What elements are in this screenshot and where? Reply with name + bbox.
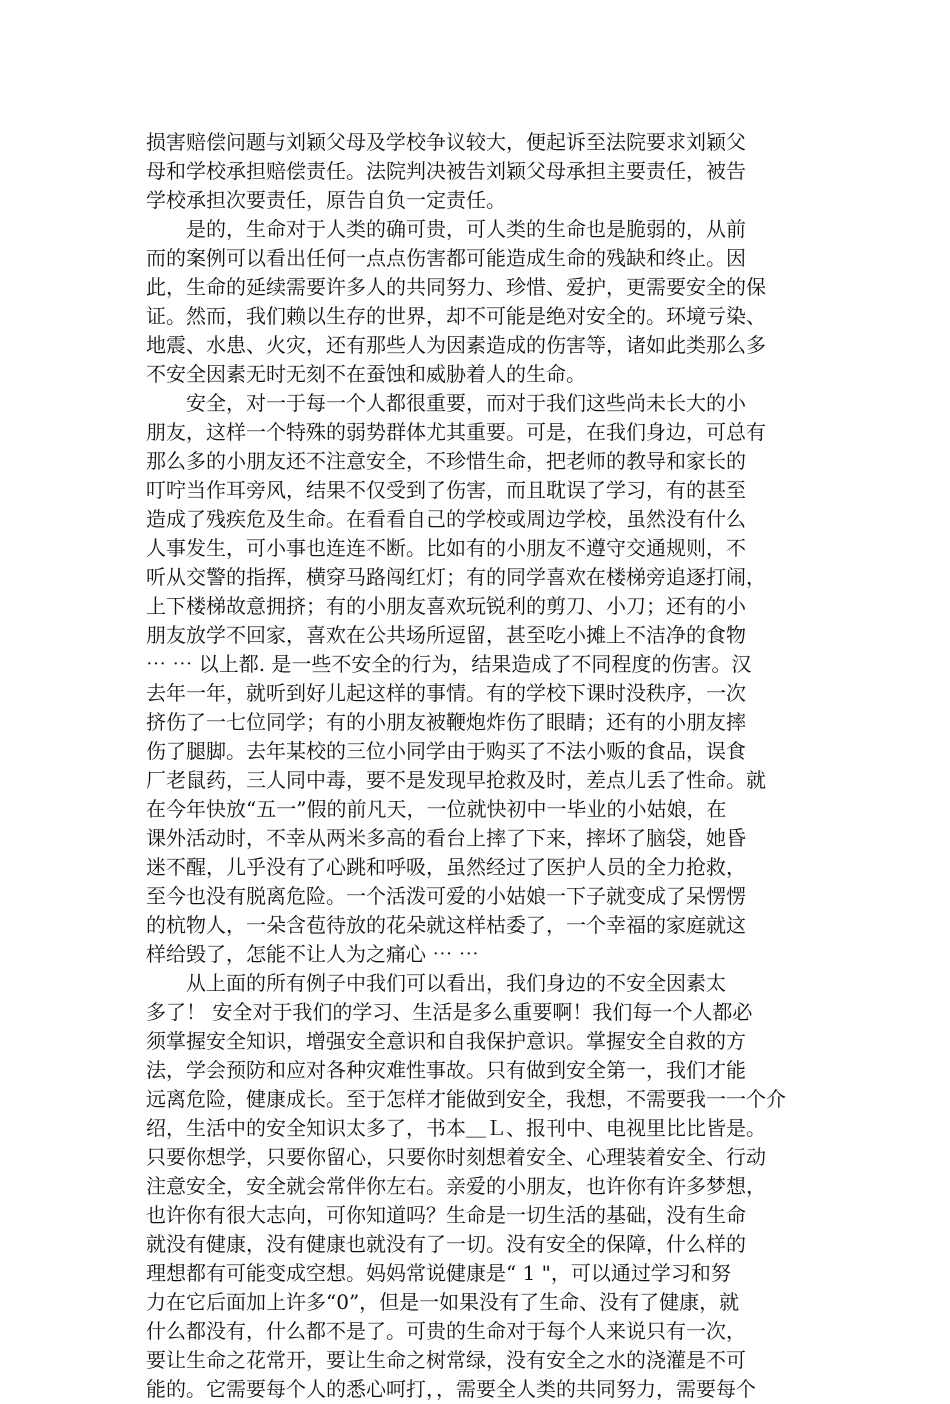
text-line: 迷不醒，儿乎没有了心跳和呼吸，虽然经过了医护人员的全力抢救， [146,855,746,879]
text-line: 什么都没有，什么都不是了。可贵的生命对于每个人来说只有一次， [146,1319,746,1343]
paragraph-first-line: 从上面的所有例子中我们可以看出，我们身边的不安全因素太 [186,971,726,995]
text-line: 法，学会预防和应对各种灾难性事故。只有做到安全第一，我们才能 [146,1058,746,1082]
text-line: 就没有健康，没有健康也就没有了一切。没有安全的保障，什么样的 [146,1232,746,1256]
text-line: 厂老鼠药，三人同中毒，要不是发现早抢救及时，差点儿丢了性命。就 [146,768,766,792]
text-line: 挤伤了一七位同学；有的小朋友被鞭炮炸伤了眼睛；还有的小朋友摔 [146,710,746,734]
text-line: 而的案例可以看出任何一点点伤害都可能造成生命的残缺和终止。因 [146,246,746,270]
text-line: 至今也没有脱离危险。一个活泼可爱的小姑娘一下子就变成了呆愣愣 [146,884,746,908]
text-line: 朋友放学不回家，喜欢在公共场所逗留，甚至吃小摊上不洁净的食物 [146,623,746,647]
text-line: 那么多的小朋友还不注意安全，不珍惜生命，把老师的教导和家长的 [146,449,746,473]
text-line: 的杭物人，一朵含苞待放的花朵就这样枯委了，一个幸福的家庭就这 [146,913,746,937]
text-line: 学校承担次要责任，原告自负一定责任。 [146,188,506,212]
text-line: 朋友，这样一个特殊的弱势群体尤其重要。可是，在我们身边，可总有 [146,420,766,444]
text-line: 叮咛当作耳旁风，结果不仅受到了伤害，而且耽误了学习，有的甚至 [146,478,746,502]
text-line: 要让生命之花常开，要让生命之树常绿，没有安全之水的浇灌是不可 [146,1348,746,1372]
text-line: 须掌握安全知识，增强安全意识和自我保护意识。掌握安全自救的方 [146,1029,746,1053]
text-line: 造成了残疾危及生命。在看看自己的学校或周边学校，虽然没有什么 [146,507,746,531]
text-line: 能的。它需要每个人的悉心呵打，，需要全人类的共同努力，需要每个 [146,1377,756,1401]
text-line: 损害赔偿问题与刘颖父母及学校争议较大，便起诉至法院要求刘颖父 [146,130,746,154]
text-line: 样给毁了，怎能不让人为之痛心 ⋯ ⋯ [146,942,479,966]
text-line: 听从交警的指挥，横穿马路闯红灯；有的同学喜欢在楼梯旁追逐打闹， [146,565,766,589]
text-line: 绍，生活中的安全知识太多了，书本＿Ｌ、报刊中、电视里比比皆是。 [146,1116,766,1140]
text-line: 人事发生，可小事也连连不断。比如有的小朋友不遵守交通规则，不 [146,536,746,560]
text-line: 此，生命的延续需要许多人的共同努力、珍惜、爱护，更需要安全的保 [146,275,766,299]
text-line: 上下楼梯故意拥挤；有的小朋友喜欢玩锐利的剪刀、小刀；还有的小 [146,594,746,618]
text-line: 注意安全，安全就会常伴你左右。亲爱的小朋友，也许你有许多梦想， [146,1174,766,1198]
text-line: 去年一年，就听到好儿起这样的事情。有的学校下课时没秩序，一次 [146,681,746,705]
text-line: 不安全因素无时无刻不在蚕蚀和威胁着人的生命。 [146,362,586,386]
text-line: 理想都有可能变成空想。妈妈常说健康是“ 1 "，可以通过学习和努 [146,1261,731,1285]
text-line: 只要你想学，只要你留心，只要你时刻想着安全、心理装着安全、行动 [146,1145,766,1169]
text-line: 伤了腿脚。去年某校的三位小同学由于购买了不法小贩的食品，误食 [146,739,746,763]
paragraph-first-line: 是的，生命对于人类的确可贵，可人类的生命也是脆弱的，从前 [186,217,746,241]
text-line: 母和学校承担赔偿责任。法院判决被告刘颖父母承担主要责任，被告 [146,159,746,183]
text-line: 多了！ 安全对于我们的学习、生活是多么重要啊！我们每一个人都必 [146,1000,753,1024]
document-body [146,128,814,1404]
text-line: 证。然而，我们赖以生存的世界，却不可能是绝对安全的。环境亏染、 [146,304,766,328]
paragraph-first-line: 安全，对一于每一个人都很重要，而对于我们这些尚未长大的小 [186,391,746,415]
text-line: 在今年快放“五一”假的前凡天，一位就快初中一毕业的小姑娘，在 [146,797,727,821]
text-line: 也许你有很大志向，可你知道吗？生命是一切生活的基础，没有生命 [146,1203,746,1227]
text-line: 课外活动时，不幸从两米多高的看台上摔了下来，摔坏了脑袋，她昏 [146,826,746,850]
text-line: 力在它后面加上许多“0”，但是一如果没有了生命、没有了健康，就 [146,1290,740,1314]
text-line: ⋯ ⋯ 以上都. 是一些不安全的行为，结果造成了不同程度的伤害。汉 [146,652,752,676]
text-line: 远离危险，健康成长。至于怎样才能做到安全，我想，不需要我一一个介 [146,1087,786,1111]
text-line: 地震、水患、火灾，还有那些人为因素造成的伤害等，诸如此类那么多 [146,333,766,357]
